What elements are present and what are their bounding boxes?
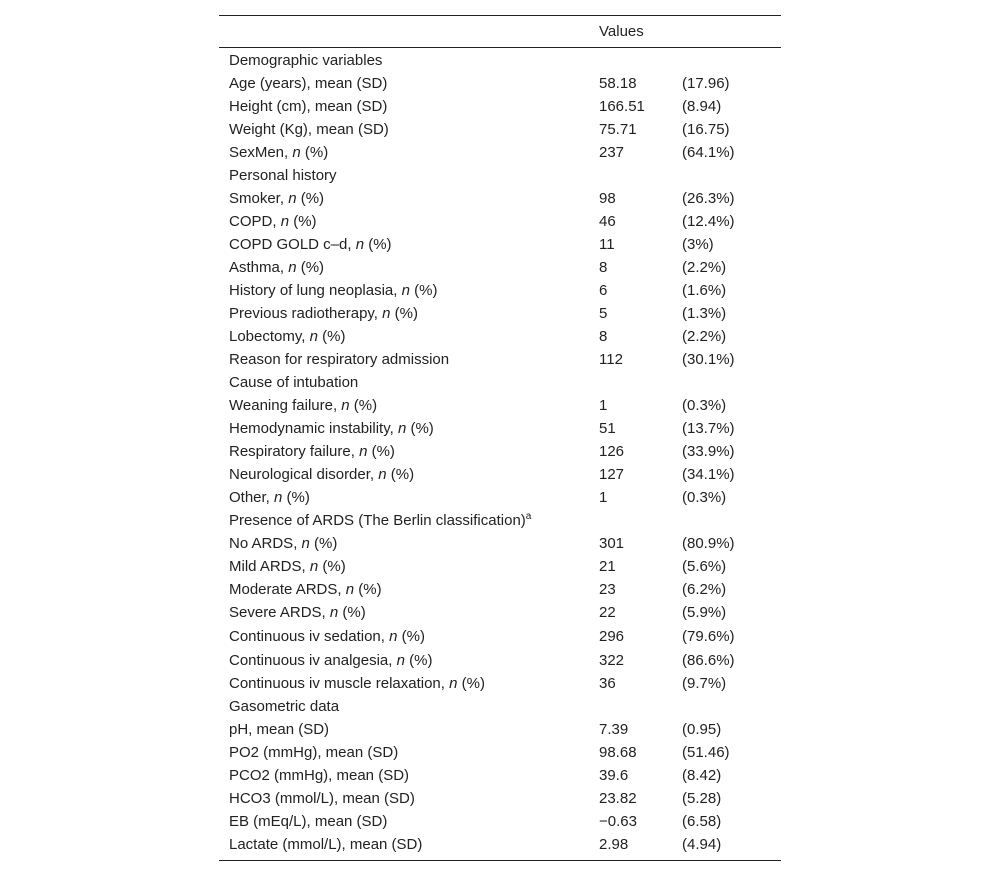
section-label: Demographic variables xyxy=(229,52,383,69)
value-cell: 11 xyxy=(599,236,615,253)
extra-cell: (4.94) xyxy=(682,836,722,853)
table-row xyxy=(219,578,781,601)
row-label: History of lung neoplasia, n (%) xyxy=(229,282,438,299)
extra-cell: (80.9%) xyxy=(682,535,735,552)
value-cell: −0.63 xyxy=(599,813,637,830)
row-label: Reason for respiratory admission xyxy=(229,351,450,368)
value-cell xyxy=(589,371,682,394)
row-label: Weaning failure, n (%) xyxy=(229,397,378,414)
section-row xyxy=(219,164,781,187)
value-cell: 8 xyxy=(599,328,608,345)
section-row xyxy=(219,371,781,394)
extra-cell: (8.94) xyxy=(682,98,722,115)
table-row xyxy=(219,718,781,741)
value-cell: 51 xyxy=(599,420,616,437)
extra-cell xyxy=(682,509,781,532)
value-cell: 21 xyxy=(599,558,616,575)
row-label: Severe ARDS, n (%) xyxy=(229,604,366,621)
table-row xyxy=(219,672,781,695)
header-values-cell: Values xyxy=(599,23,644,40)
value-cell: 8 xyxy=(599,259,608,276)
row-label: No ARDS, n (%) xyxy=(229,535,338,552)
value-cell: 58.18 xyxy=(599,75,637,92)
row-label: PO2 (mmHg), mean (SD) xyxy=(229,744,399,761)
row-label: Lactate (mmol/L), mean (SD) xyxy=(229,836,423,853)
section-label: Presence of ARDS (The Berlin classification)$^a$ xyxy=(229,511,532,529)
extra-cell: (26.3%) xyxy=(682,190,735,207)
extra-cell: (5.6%) xyxy=(682,558,727,575)
table-row xyxy=(219,141,781,164)
extra-cell: (12.4%) xyxy=(682,213,735,230)
row-label: Continuous iv analgesia, n (%) xyxy=(229,652,433,669)
table-header-row xyxy=(219,16,781,47)
value-cell: 75.71 xyxy=(599,121,637,138)
extra-cell: (6.2%) xyxy=(682,581,727,598)
section-row xyxy=(219,49,781,72)
extra-cell: (8.42) xyxy=(682,767,722,784)
value-cell: 23 xyxy=(599,581,616,598)
row-label: Respiratory failure, n (%) xyxy=(229,443,395,460)
table-row xyxy=(219,741,781,764)
table-row xyxy=(219,348,781,371)
value-cell: 36 xyxy=(599,675,616,692)
extra-cell: (5.28) xyxy=(682,790,722,807)
value-cell xyxy=(589,509,682,532)
section-row xyxy=(219,695,781,718)
row-label: SexMen, n (%) xyxy=(229,144,329,161)
value-cell: 6 xyxy=(599,282,608,299)
value-cell: 301 xyxy=(599,535,625,552)
row-label: PCO2 (mmHg), mean (SD) xyxy=(229,767,410,784)
value-cell: 1 xyxy=(599,489,608,506)
row-label: COPD, n (%) xyxy=(229,213,317,230)
header-label-cell xyxy=(219,16,589,47)
row-label: Smoker, n (%) xyxy=(229,190,325,207)
data-table xyxy=(219,15,781,861)
row-label: Moderate ARDS, n (%) xyxy=(229,581,382,598)
table-row xyxy=(219,624,781,649)
row-label: Continuous iv muscle relaxation, n (%) xyxy=(229,675,485,692)
extra-cell: (2.2%) xyxy=(682,259,727,276)
table-row xyxy=(219,279,781,302)
value-cell: 322 xyxy=(599,652,625,669)
value-cell: 2.98 xyxy=(599,836,629,853)
table-row xyxy=(219,486,781,509)
extra-cell xyxy=(682,49,781,72)
table-row xyxy=(219,532,781,555)
table-row xyxy=(219,764,781,787)
value-cell xyxy=(589,695,682,718)
table-row xyxy=(219,787,781,810)
table-row xyxy=(219,233,781,256)
extra-cell: (1.6%) xyxy=(682,282,727,299)
table-row xyxy=(219,833,781,856)
extra-cell xyxy=(682,164,781,187)
value-cell: 296 xyxy=(599,628,625,645)
extra-cell xyxy=(682,695,781,718)
header-extra-cell xyxy=(682,16,781,47)
row-label: Continuous iv sedation, n (%) xyxy=(229,628,425,645)
value-cell: 166.51 xyxy=(599,98,645,115)
value-cell xyxy=(589,49,682,72)
extra-cell: (13.7%) xyxy=(682,420,735,437)
value-cell: 98.68 xyxy=(599,744,637,761)
section-row xyxy=(219,509,781,532)
row-label: HCO3 (mmol/L), mean (SD) xyxy=(229,790,415,807)
table-row xyxy=(219,325,781,348)
value-cell: 22 xyxy=(599,604,616,621)
extra-cell: (9.7%) xyxy=(682,675,727,692)
extra-cell: (64.1%) xyxy=(682,144,735,161)
row-label: Age (years), mean (SD) xyxy=(229,75,388,92)
table-row xyxy=(219,417,781,440)
extra-cell: (34.1%) xyxy=(682,466,735,483)
extra-cell: (33.9%) xyxy=(682,443,735,460)
table-row xyxy=(219,95,781,118)
extra-cell: (0.3%) xyxy=(682,489,727,506)
section-label: Personal history xyxy=(229,167,337,184)
table-row xyxy=(219,187,781,210)
table-row xyxy=(219,601,781,624)
value-cell xyxy=(589,164,682,187)
row-label: Mild ARDS, n (%) xyxy=(229,558,346,575)
value-cell: 1 xyxy=(599,397,608,414)
row-label: COPD GOLD c–d, n (%) xyxy=(229,236,392,253)
extra-cell: (2.2%) xyxy=(682,328,727,345)
extra-cell: (17.96) xyxy=(682,75,730,92)
row-label: Height (cm), mean (SD) xyxy=(229,98,388,115)
extra-cell: (16.75) xyxy=(682,121,730,138)
row-label: Asthma, n (%) xyxy=(229,259,325,276)
table-row xyxy=(219,440,781,463)
table-row xyxy=(219,649,781,672)
table-row xyxy=(219,302,781,325)
table-row xyxy=(219,118,781,141)
row-label: Neurological disorder, n (%) xyxy=(229,466,415,483)
value-cell: 126 xyxy=(599,443,625,460)
row-label: Lobectomy, n (%) xyxy=(229,328,346,345)
row-label: Weight (Kg), mean (SD) xyxy=(229,121,389,138)
row-label: EB (mEq/L), mean (SD) xyxy=(229,813,388,830)
value-cell: 39.6 xyxy=(599,767,629,784)
table-row xyxy=(219,256,781,279)
value-cell: 112 xyxy=(599,351,623,368)
extra-cell: (1.3%) xyxy=(682,305,727,322)
extra-cell: (79.6%) xyxy=(682,628,735,645)
row-label: pH, mean (SD) xyxy=(229,721,330,738)
extra-cell: (51.46) xyxy=(682,744,730,761)
extra-cell: (3%) xyxy=(682,236,714,253)
section-label: Cause of intubation xyxy=(229,374,359,391)
table-row xyxy=(219,210,781,233)
table-body xyxy=(219,49,781,856)
value-cell: 98 xyxy=(599,190,616,207)
value-cell: 127 xyxy=(599,466,625,483)
extra-cell: (6.58) xyxy=(682,813,722,830)
value-cell: 7.39 xyxy=(599,721,629,738)
extra-cell xyxy=(682,371,781,394)
row-label: Hemodynamic instability, n (%) xyxy=(229,420,434,437)
table-row xyxy=(219,72,781,95)
value-cell: 46 xyxy=(599,213,616,230)
value-cell: 23.82 xyxy=(599,790,637,807)
extra-cell: (5.9%) xyxy=(682,604,727,621)
table-row xyxy=(219,555,781,578)
extra-cell: (30.1%) xyxy=(682,351,735,368)
table-row xyxy=(219,810,781,833)
row-label: Other, n (%) xyxy=(229,489,310,506)
extra-cell: (0.95) xyxy=(682,721,722,738)
value-cell: 5 xyxy=(599,305,608,322)
section-label: Gasometric data xyxy=(229,698,340,715)
extra-cell: (86.6%) xyxy=(682,652,735,669)
table-row xyxy=(219,463,781,486)
extra-cell: (0.3%) xyxy=(682,397,727,414)
footnote-marker: a xyxy=(525,511,532,522)
table-row xyxy=(219,394,781,417)
value-cell: 237 xyxy=(599,144,625,161)
table-bottom-rule xyxy=(219,860,781,861)
row-label: Previous radiotherapy, n (%) xyxy=(229,305,418,322)
